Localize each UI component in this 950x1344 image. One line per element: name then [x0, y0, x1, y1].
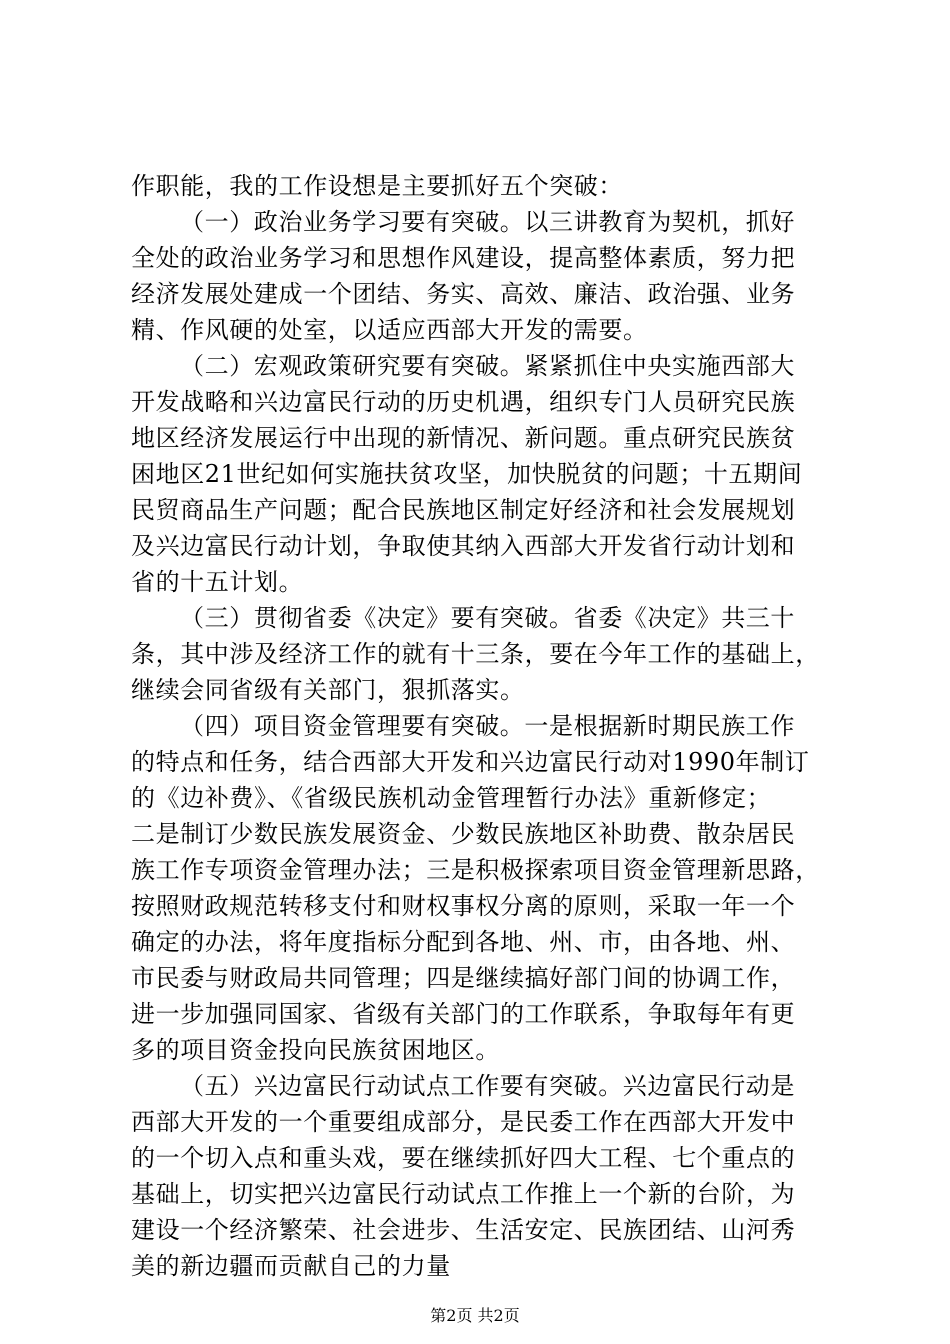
paragraph-1-first-line: （一）政治业务学习要有突破。以三讲教育为契机，抓好	[180, 208, 795, 236]
text-line: 困地区21世纪如何实施扶贫攻坚，加快脱贫的问题；十五期间	[131, 460, 803, 488]
text-line: 基础上，切实把兴边富民行动试点工作推上一个新的台阶，为	[131, 1180, 796, 1208]
text-line: 确定的办法，将年度指标分配到各地、州、市，由各地、州、	[131, 928, 796, 956]
paragraph-4-first-line: （四）项目资金管理要有突破。一是根据新时期民族工作	[180, 712, 795, 740]
text-line: 全处的政治业务学习和思想作风建设，提高整体素质，努力把	[131, 244, 796, 272]
text-line: 美的新边疆而贡献自己的力量	[131, 1252, 451, 1280]
text-line: 省的十五计划。	[131, 568, 304, 596]
text-line: 的《边补费》、《省级民族机动金管理暂行办法》重新修定；	[131, 784, 772, 812]
text-line: 继续会同省级有关部门，狠抓落实。	[131, 676, 525, 704]
paragraph-5-first-line: （五）兴边富民行动试点工作要有突破。兴边富民行动是	[180, 1072, 795, 1100]
text-line: 二是制订少数民族发展资金、少数民族地区补助费、散杂居民	[131, 820, 796, 848]
text-line: 建设一个经济繁荣、社会进步、生活安定、民族团结、山河秀	[131, 1216, 796, 1244]
text-line: 民贸商品生产问题；配合民族地区制定好经济和社会发展规划	[131, 496, 796, 524]
paragraph-3-first-line: （三）贯彻省委《决定》要有突破。省委《决定》共三十	[180, 604, 795, 632]
text-line: 按照财政规范转移支付和财权事权分离的原则，采取一年一个	[131, 892, 796, 920]
text-line: 作职能，我的工作设想是主要抓好五个突破：	[131, 172, 623, 200]
text-line: 经济发展处建成一个团结、务实、高效、廉洁、政治强、业务	[131, 280, 796, 308]
text-line: 开发战略和兴边富民行动的历史机遇，组织专门人员研究民族	[131, 388, 796, 416]
text-line: 多的项目资金投向民族贫困地区。	[131, 1036, 500, 1064]
text-line: 地区经济发展运行中出现的新情况、新问题。重点研究民族贫	[131, 424, 796, 452]
document-body	[131, 168, 837, 1284]
text-line: 的一个切入点和重头戏，要在继续抓好四大工程、七个重点的	[131, 1144, 796, 1172]
text-line: 市民委与财政局共同管理；四是继续搞好部门间的协调工作，	[131, 964, 796, 992]
text-line: 的特点和任务，结合西部大开发和兴边富民行动对1990年制订	[131, 748, 810, 776]
text-line: 族工作专项资金管理办法；三是积极探索项目资金管理新思路，	[131, 856, 820, 884]
page-number-footer: 第2页 共2页	[430, 1306, 520, 1325]
text-line: 精、作风硬的处室，以适应西部大开发的需要。	[131, 316, 648, 344]
text-line: 进一步加强同国家、省级有关部门的工作联系，争取每年有更	[131, 1000, 796, 1028]
text-line: 西部大开发的一个重要组成部分，是民委工作在西部大开发中	[131, 1108, 796, 1136]
text-line: 条，其中涉及经济工作的就有十三条，要在今年工作的基础上，	[131, 640, 820, 668]
paragraph-2-first-line: （二）宏观政策研究要有突破。紧紧抓住中央实施西部大	[180, 352, 795, 380]
text-line: 及兴边富民行动计划，争取使其纳入西部大开发省行动计划和	[131, 532, 796, 560]
